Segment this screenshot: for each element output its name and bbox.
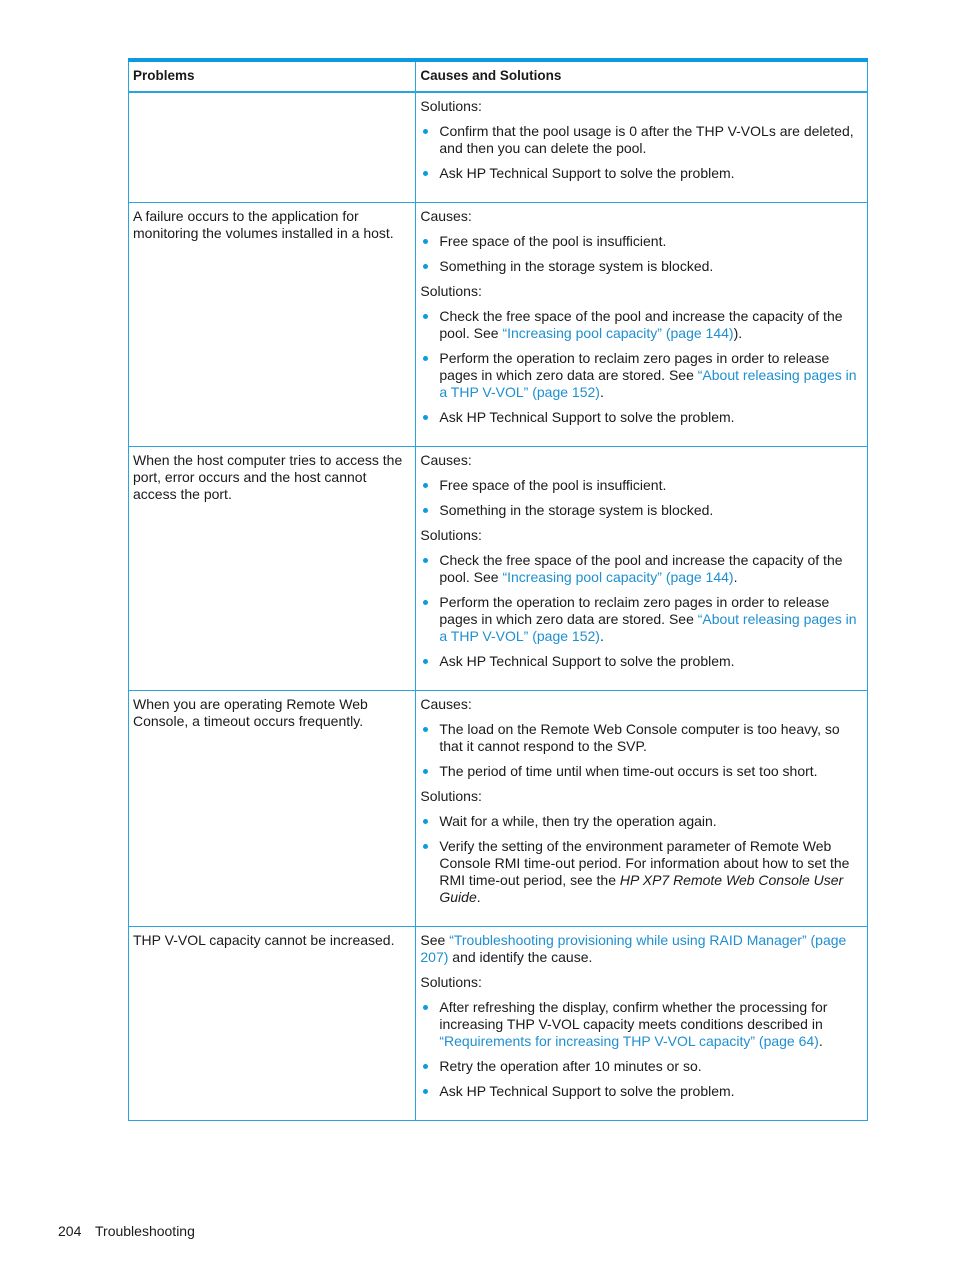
table-row — [129, 203, 868, 447]
bullet-list — [420, 721, 863, 780]
list-item — [420, 350, 863, 401]
list-item — [420, 308, 863, 342]
text-run: Free space of the pool is insufficient. — [439, 477, 667, 493]
text-run: Perform the operation to reclaim zero pages in order to release pages in which zero data are stored. See — [439, 594, 830, 627]
header-causes-and-solutions: Causes and Solutions — [416, 60, 868, 92]
causes-solutions-cell — [416, 927, 868, 1121]
bullet-list — [420, 233, 863, 275]
text-run: and identify the cause. — [448, 949, 593, 965]
list-item — [420, 477, 863, 494]
list-item — [420, 1083, 863, 1100]
cross-reference-link[interactable]: “Troubleshooting provisioning while using RAID Manager” (page 207) — [420, 932, 847, 965]
paragraph — [420, 932, 863, 966]
bullet-list — [420, 552, 863, 670]
text-run: Free space of the pool is insufficient. — [439, 233, 667, 249]
text-run: The period of time until when time-out occurs is set too short. — [439, 763, 818, 779]
list-item — [420, 594, 863, 645]
section-label: Solutions: — [420, 527, 482, 543]
problem-cell: When you are operating Remote Web Console, a timeout occurs frequently. — [129, 691, 416, 927]
text-run: Check the free space of the pool and increase the capacity of the pool. See — [439, 552, 843, 585]
list-item — [420, 653, 863, 670]
section-label: Solutions: — [420, 283, 482, 299]
problem-cell: THP V-VOL capacity cannot be increased. — [129, 927, 416, 1121]
list-item — [420, 258, 863, 275]
section-label: Causes: — [420, 208, 472, 224]
text-run: After refreshing the display, confirm whether the processing for increasing THP V-VOL capacity meets conditions described in — [439, 999, 828, 1032]
list-item — [420, 502, 863, 519]
troubleshooting-table — [128, 58, 868, 1121]
cross-reference-link[interactable]: “Increasing pool capacity” (page 144) — [502, 325, 734, 341]
text-run: . — [733, 569, 738, 585]
bullet-list — [420, 308, 863, 426]
cross-reference-link[interactable]: “About releasing pages in a THP V-VOL” (page 152) — [439, 611, 857, 644]
text-run: . — [476, 889, 481, 905]
text-run: Confirm that the pool usage is 0 after the THP V-VOLs are deleted, and then you can delete the pool. — [439, 123, 854, 156]
table-row — [129, 927, 868, 1121]
bullet-list — [420, 999, 863, 1100]
footer-section-title: Troubleshooting — [95, 1223, 195, 1239]
bullet-list — [420, 813, 863, 906]
text-run: Wait for a while, then try the operation again. — [439, 813, 717, 829]
list-item — [420, 233, 863, 250]
page-footer — [58, 1223, 195, 1240]
causes-solutions-cell — [416, 447, 868, 691]
table-row — [129, 447, 868, 691]
causes-solutions-cell — [416, 691, 868, 927]
list-item — [420, 165, 863, 182]
text-run: Ask HP Technical Support to solve the problem. — [439, 1083, 735, 1099]
list-item — [420, 123, 863, 157]
section-label: Solutions: — [420, 98, 482, 114]
bullet-list — [420, 123, 863, 182]
text-run: Check the free space of the pool and increase the capacity of the pool. See — [439, 308, 843, 341]
problem-cell — [129, 92, 416, 203]
list-item — [420, 409, 863, 426]
header-problems: Problems — [129, 60, 416, 92]
list-item — [420, 838, 863, 906]
text-run: . — [599, 384, 604, 400]
list-item — [420, 721, 863, 755]
causes-solutions-cell — [416, 203, 868, 447]
text-run: . — [818, 1033, 823, 1049]
text-run: Something in the storage system is blocked. — [439, 258, 714, 274]
table-body — [129, 92, 868, 1121]
text-run: Perform the operation to reclaim zero pages in order to release pages in which zero data are stored. See — [439, 350, 830, 383]
section-label: Solutions: — [420, 788, 482, 804]
text-run: . — [599, 628, 604, 644]
text-run: Retry the operation after 10 minutes or so. — [439, 1058, 702, 1074]
text-run: Ask HP Technical Support to solve the problem. — [439, 409, 735, 425]
list-item — [420, 552, 863, 586]
list-item — [420, 763, 863, 780]
text-run: See — [420, 932, 450, 948]
text-run: Something in the storage system is blocked. — [439, 502, 714, 518]
text-run: Verify the setting of the environment parameter of Remote Web Console RMI time-out period. For information about how to set the RMI time-out period, see the — [439, 838, 850, 888]
cross-reference-link[interactable]: “Requirements for increasing THP V-VOL capacity” (page 64) — [439, 1033, 819, 1049]
list-item — [420, 1058, 863, 1075]
cross-reference-link[interactable]: “About releasing pages in a THP V-VOL” (page 152) — [439, 367, 857, 400]
section-label: Solutions: — [420, 974, 482, 990]
text-run: Ask HP Technical Support to solve the problem. — [439, 653, 735, 669]
causes-solutions-cell — [416, 92, 868, 203]
text-run: ). — [733, 325, 743, 341]
table-row — [129, 691, 868, 927]
text-run: The load on the Remote Web Console computer is too heavy, so that it cannot respond to the SVP. — [439, 721, 840, 754]
problem-cell: When the host computer tries to access the port, error occurs and the host cannot access the port. — [129, 447, 416, 691]
problem-cell: A failure occurs to the application for monitoring the volumes installed in a host. — [129, 203, 416, 447]
text-run: Ask HP Technical Support to solve the problem. — [439, 165, 735, 181]
page-number: 204 — [58, 1223, 82, 1239]
document-title-reference: HP XP7 Remote Web Console User Guide — [439, 872, 844, 905]
section-label: Causes: — [420, 696, 472, 712]
list-item — [420, 999, 863, 1050]
table-header-row — [129, 60, 868, 92]
bullet-list — [420, 477, 863, 519]
cross-reference-link[interactable]: “Increasing pool capacity” (page 144) — [502, 569, 734, 585]
table-row — [129, 92, 868, 203]
list-item — [420, 813, 863, 830]
section-label: Causes: — [420, 452, 472, 468]
